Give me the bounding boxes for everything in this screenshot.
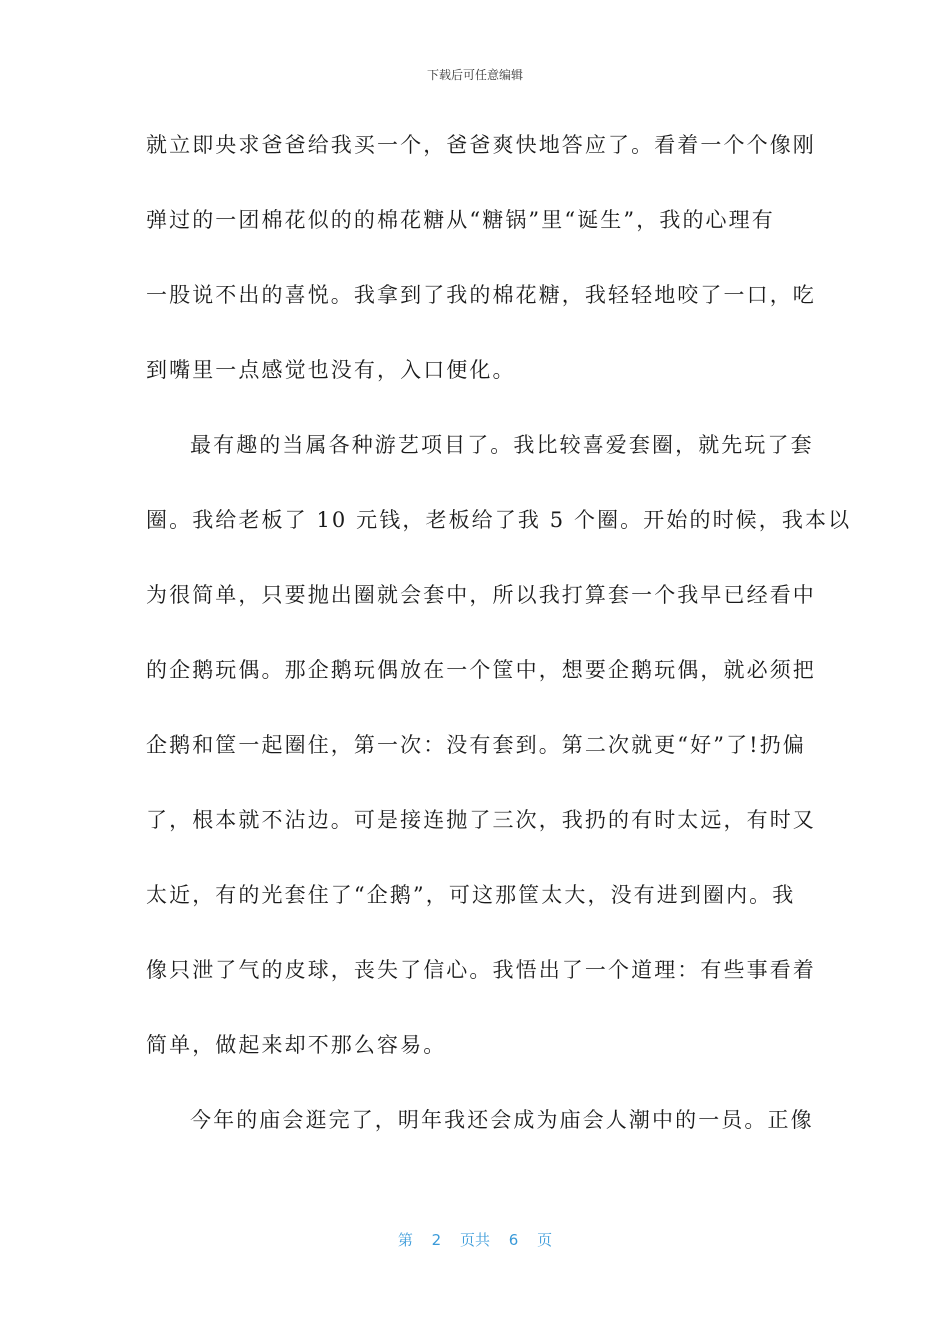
text-line: 弹过的一团棉花似的的棉花糖从“糖锅”里“诞生”，我的心理有 [146, 208, 775, 232]
text-line: 的企鹅玩偶。那企鹅玩偶放在一个筐中，想要企鹅玩偶，就必须把 [146, 658, 816, 682]
text-line: 太近，有的光套住了“企鹅”，可这那筐太大，没有进到圈内。我 [146, 883, 796, 907]
paragraph-first-line: 今年的庙会逛完了，明年我还会成为庙会人潮中的一员。正像 [190, 1108, 814, 1132]
document-body [146, 124, 852, 1174]
text-line: 为很简单，只要抛出圈就会套中，所以我打算套一个我早已经看中 [146, 583, 816, 607]
text-line: 圈。我给老板了 10 元钱，老板给了我 5 个圈。开始的时候，我本以 [146, 508, 852, 532]
paragraph-first-line: 最有趣的当属各种游艺项目了。我比较喜爱套圈，就先玩了套 [190, 433, 814, 457]
page-number: 第 2 页共 6 页 [397, 1231, 553, 1249]
page-header: 下载后可任意编辑 [426, 68, 523, 82]
text-line: 像只泄了气的皮球，丧失了信心。我悟出了一个道理：有些事看着 [146, 958, 816, 982]
text-line: 简单，做起来却不那么容易。 [146, 1033, 447, 1057]
text-line: 到嘴里一点感觉也没有，入口便化。 [146, 358, 516, 382]
text-line: 一股说不出的喜悦。我拿到了我的棉花糖，我轻轻地咬了一口，吃 [146, 283, 816, 307]
text-line: 就立即央求爸爸给我买一个，爸爸爽快地答应了。看着一个个像刚 [146, 133, 816, 157]
text-line: 企鹅和筐一起圈住，第一次：没有套到。第二次就更“好”了!扔偏 [146, 733, 806, 757]
text-line: 了，根本就不沾边。可是接连抛了三次，我扔的有时太远，有时又 [146, 808, 816, 832]
